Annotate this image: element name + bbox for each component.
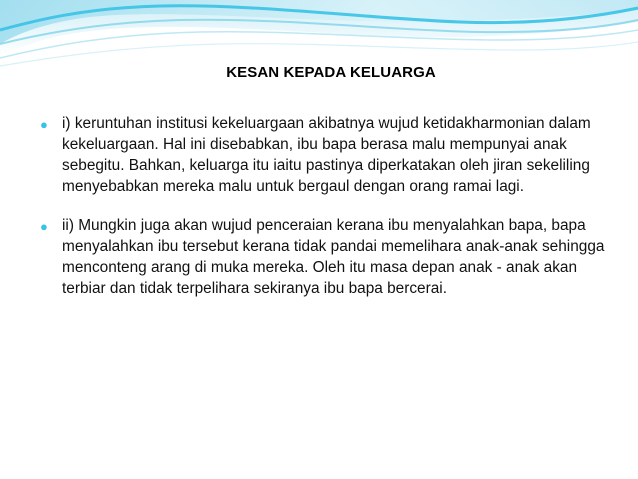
bullet-list [40,113,605,317]
circle-bullet-icon: ● [40,219,48,234]
list-item [40,113,605,197]
list-item [40,215,605,299]
bullet-text: ii) Mungkin juga akan wujud penceraian kerana ibu menyalahkan bapa, bapa menyalahkan ibu tersebut kerana tidak pandai memelihara anak-anak sehingga menconteng arang di muka mereka. Oleh itu masa depan anak - anak akan terbiar dan tidak terpelihara sekiranya ibu bapa bercerai. [62,217,605,297]
slide-title: KESAN KEPADA KELUARGA [226,64,436,81]
circle-bullet-icon: ● [40,117,48,132]
bullet-text: i) keruntuhan institusi kekeluargaan akibatnya wujud ketidakharmonian dalam kekeluargaan. Hal ini disebabkan, ibu bapa berasa malu mempunyai anak sebegitu. Bahkan, keluarga itu iaitu pastinya diperkatakan oleh jiran sekeliling menyebabkan mereka malu untuk bergaul dengan orang ramai lagi. [62,115,591,195]
